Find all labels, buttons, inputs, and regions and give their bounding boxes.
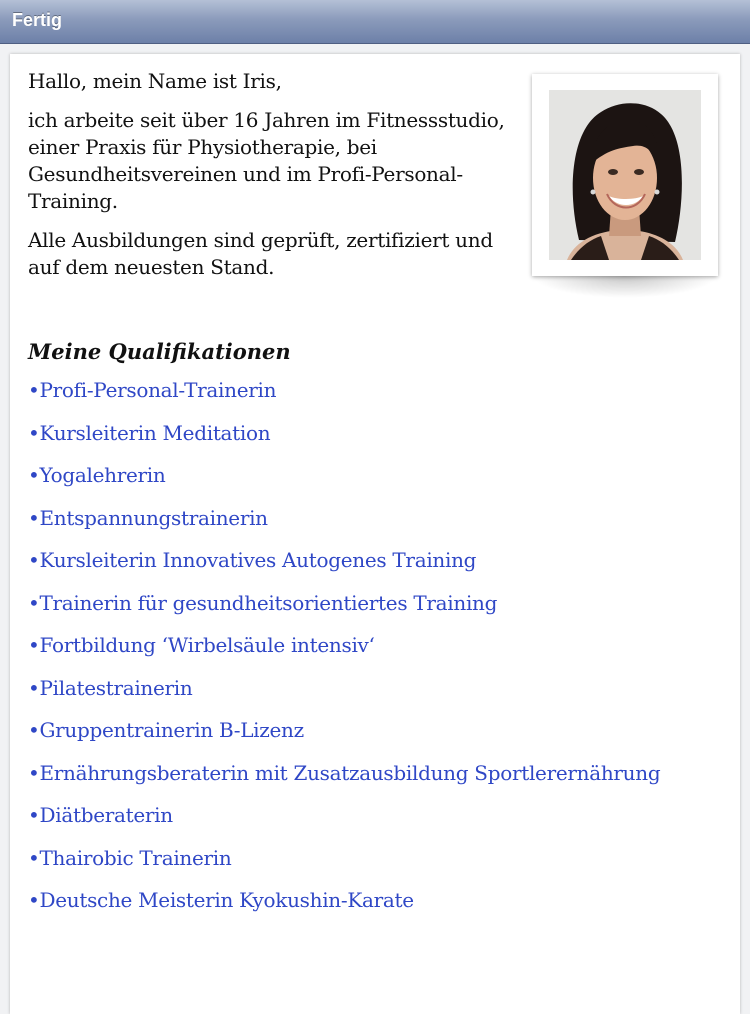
qualification-item[interactable]: •Trainerin für gesundheitsorientiertes Training: [28, 590, 498, 615]
qualification-item[interactable]: •Entspannungstrainerin: [28, 505, 268, 530]
greeting-text: Hallo, mein Name ist Iris,: [28, 69, 282, 93]
qualification-item[interactable]: •Ernährungsberaterin mit Zusatzausbildung Sportlerernährung: [28, 760, 661, 785]
content-card: [10, 54, 740, 1014]
profile-photo-frame: [532, 74, 718, 276]
qualification-item[interactable]: •Yogalehrerin: [28, 463, 166, 487]
qualification-item[interactable]: •Diätberaterin: [28, 803, 173, 827]
qualification-item[interactable]: •Profi-Personal-Trainerin: [28, 378, 277, 402]
photo-shadow: [532, 276, 718, 298]
qualification-item[interactable]: •Kursleiterin Innovatives Autogenes Training: [28, 548, 477, 572]
qualification-item[interactable]: •Fortbildung ‘Wirbelsäule intensiv‘: [28, 633, 375, 657]
certification-text: Alle Ausbildungen sind geprüft, zertifiziert und auf dem neuesten Stand.: [28, 228, 493, 279]
qualification-item[interactable]: •Pilatestrainerin: [28, 675, 193, 700]
qualifications-heading: Meine Qualifikationen: [28, 339, 291, 364]
profile-photo: [549, 90, 701, 260]
portrait-image: [549, 90, 701, 260]
experience-text: ich arbeite seit über 16 Jahren im Fitnessstudio, einer Praxis für Physiotherapie, bei Gesundheitsvereinen und im Profi-Personal-Training.: [28, 108, 505, 213]
qualifications-list: [28, 378, 718, 931]
qualification-item[interactable]: •Thairobic Trainerin: [28, 845, 232, 870]
qualification-item[interactable]: •Gruppentrainerin B-Lizenz: [28, 718, 304, 742]
done-button[interactable]: Fertig: [12, 10, 63, 30]
qualification-item[interactable]: •Kursleiterin Meditation: [28, 420, 271, 445]
qualification-item[interactable]: •Deutsche Meisterin Kyokushin-Karate: [28, 888, 414, 912]
navigation-bar: [0, 0, 750, 44]
intro-section: [28, 68, 518, 281]
